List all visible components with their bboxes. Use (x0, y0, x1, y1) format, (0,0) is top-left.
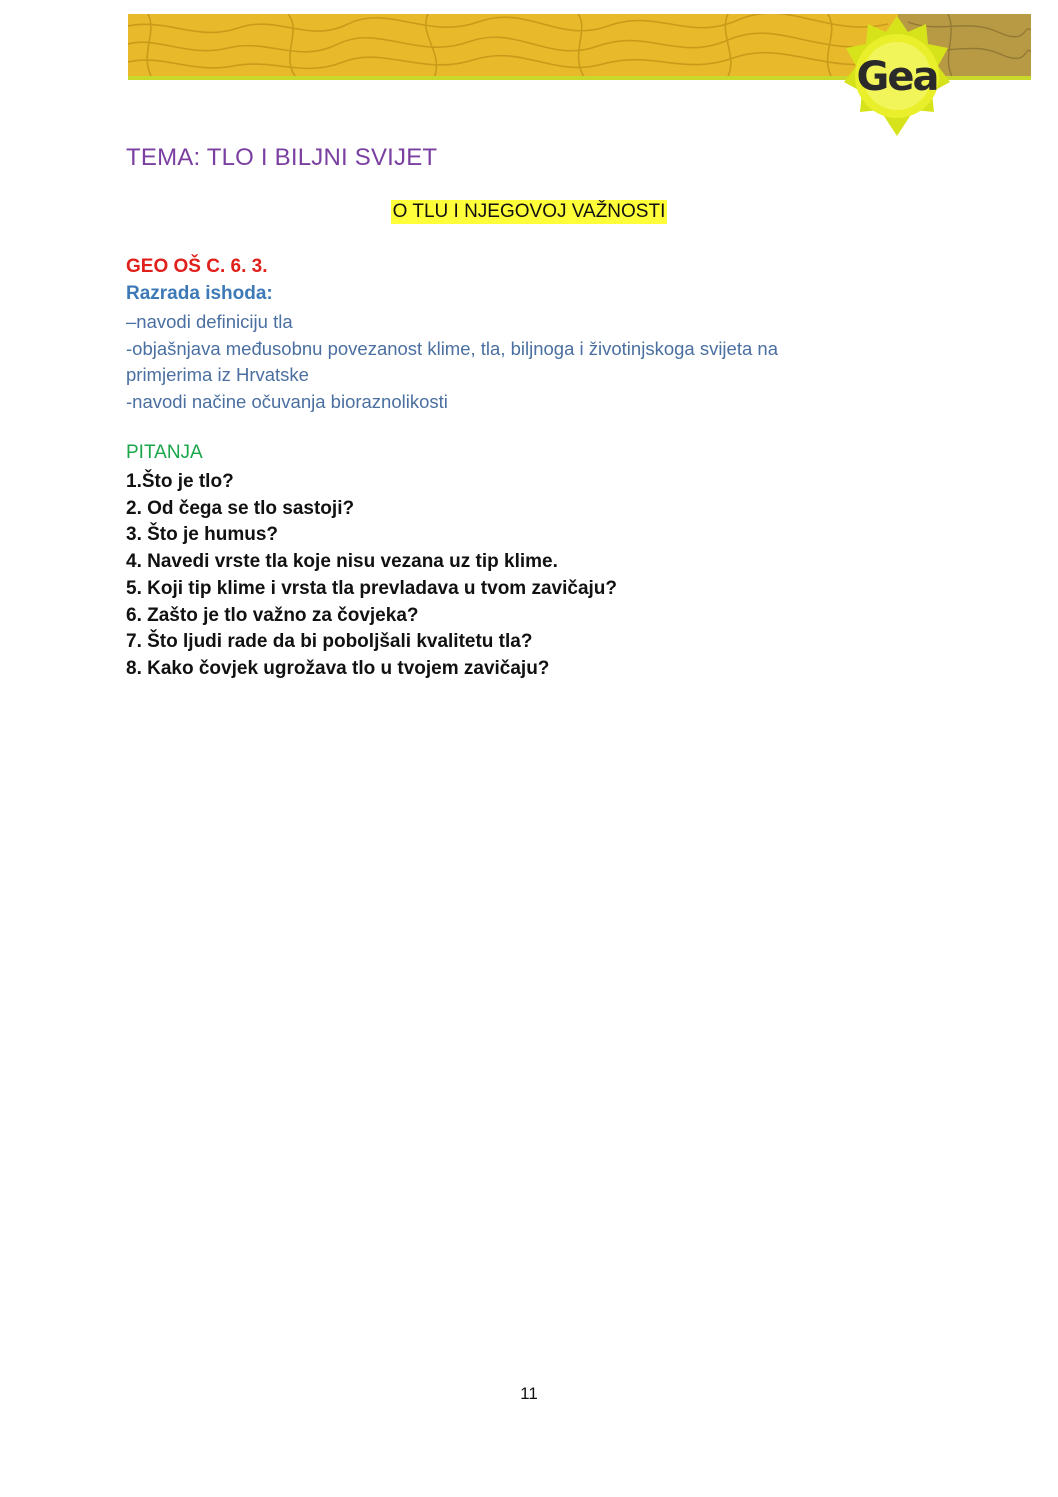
outcomes-list (126, 309, 886, 416)
outcome-line: primjerima iz Hrvatske (126, 364, 309, 386)
question-item: 1.Što je tlo? (126, 471, 234, 492)
question-item: 2. Od čega se tlo sastoji? (126, 497, 355, 519)
question-item: 5. Koji tip klime i vrsta tla prevladava u tvom zavičaju? (126, 577, 618, 599)
page-number: 11 (520, 1384, 538, 1403)
topic-title: TEMA: TLO I BILJNI SVIJET (126, 144, 438, 171)
questions-list (126, 469, 617, 683)
gea-logo (842, 14, 952, 138)
logo-text: Gea (856, 54, 938, 100)
outcome-heading: Razrada ishoda: (126, 283, 273, 304)
subtitle-container (0, 200, 1058, 224)
outcome-line: –navodi definiciju tla (126, 311, 293, 332)
question-item: 4. Navedi vrste tla koje nisu vezana uz tip klime. (126, 551, 558, 573)
question-item: 3. Što je humus? (126, 524, 279, 546)
lesson-subtitle: O TLU I NJEGOVOJ VAŽNOSTI (392, 201, 666, 222)
question-item: 8. Kako čovjek ugrožava tlo u tvojem zavičaju? (126, 657, 550, 679)
outcome-line: -objašnjava međusobnu povezanost klime, tla, biljnoga i životinjskoga svijeta na (126, 337, 778, 359)
question-item: 6. Zašto je tlo važno za čovjeka? (126, 604, 419, 626)
outcome-line: -navodi načine očuvanja bioraznolikosti (126, 391, 448, 413)
question-item: 7. Što ljudi rade da bi poboljšali kvalitetu tla? (126, 631, 533, 653)
questions-heading: PITANJA (126, 442, 203, 463)
outcome-code: GEO OŠ C. 6. 3. (126, 256, 268, 277)
